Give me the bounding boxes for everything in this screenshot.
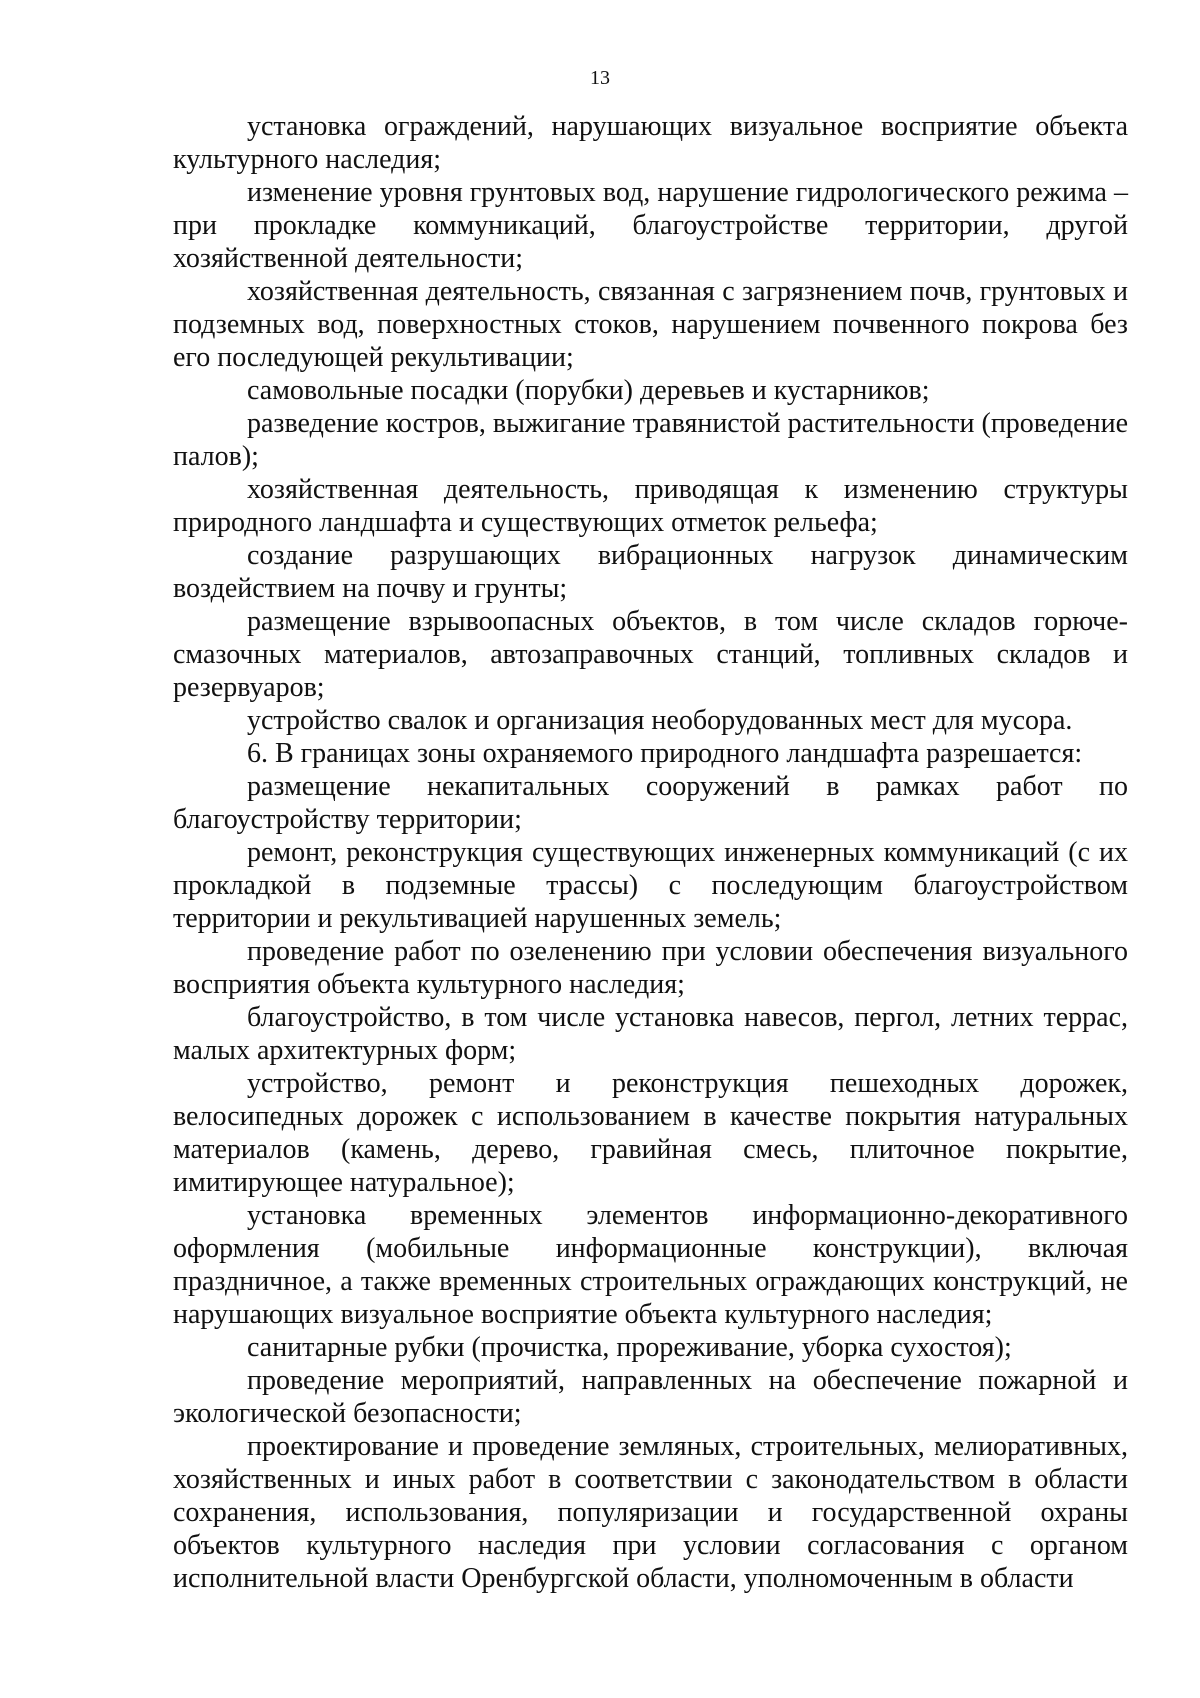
- paragraph-16: установка временных элементов информационно-декоративного оформления (мобильные информационные конструкции), включая праздничное, а также временных строительных ограждающих конструкций, не нарушающих визуальное восприятие объекта культурного наследия;: [173, 1200, 1128, 1330]
- paragraph-3: хозяйственная деятельность, связанная с загрязнением почв, грунтовых и подземных вод, поверхностных стоков, нарушением почвенного покрова без его последующей рекультивации;: [173, 276, 1128, 373]
- paragraph-13: проведение работ по озеленению при условии обеспечения визуального восприятия объекта культурного наследия;: [173, 936, 1128, 1000]
- paragraph-19: проектирование и проведение земляных, строительных, мелиоративных, хозяйственных и иных работ в соответствии с законодательством в области сохранения, использования, популяризации и государственной охраны объектов культурного наследия при условии согласования с органом исполнительной власти Оренбургской области, уполномоченным в области: [173, 1431, 1128, 1594]
- page-number: 13: [590, 67, 610, 89]
- paragraph-11: размещение некапитальных сооружений в рамках работ по благоустройству территории;: [173, 771, 1128, 835]
- paragraph-9: устройство свалок и организация необорудованных мест для мусора.: [247, 705, 1073, 736]
- paragraph-1: установка ограждений, нарушающих визуальное восприятие объекта культурного наследия;: [173, 111, 1128, 175]
- paragraph-5: разведение костров, выжигание травянистой растительности (проведение палов);: [173, 408, 1128, 472]
- paragraph-15: устройство, ремонт и реконструкция пешеходных дорожек, велосипедных дорожек с использованием в качестве покрытия натуральных материалов (камень, дерево, гравийная смесь, плиточное покрытие, имитирующее натуральное);: [173, 1068, 1128, 1198]
- paragraph-6: хозяйственная деятельность, приводящая к изменению структуры природного ландшафта и существующих отметок рельефа;: [173, 474, 1128, 538]
- document-body: [173, 110, 1128, 1595]
- paragraph-18: проведение мероприятий, направленных на обеспечение пожарной и экологической безопасности;: [173, 1365, 1128, 1429]
- paragraph-7: создание разрушающих вибрационных нагрузок динамическим воздействием на почву и грунты;: [173, 540, 1128, 604]
- section-heading-6: 6. В границах зоны охраняемого природного ландшафта разрешается:: [247, 738, 1083, 769]
- paragraph-17: санитарные рубки (прочистка, прореживание, уборка сухостоя);: [247, 1332, 1012, 1363]
- paragraph-14: благоустройство, в том числе установка навесов, пергол, летних террас, малых архитектурных форм;: [173, 1002, 1128, 1066]
- paragraph-4: самовольные посадки (порубки) деревьев и кустарников;: [247, 375, 930, 406]
- paragraph-8: размещение взрывоопасных объектов, в том числе складов горюче-смазочных материалов, автозаправочных станций, топливных складов и резервуаров;: [173, 606, 1128, 703]
- paragraph-2: изменение уровня грунтовых вод, нарушение гидрологического режима – при прокладке коммуникаций, благоустройстве территории, другой хозяйственной деятельности;: [173, 177, 1128, 274]
- paragraph-12: ремонт, реконструкция существующих инженерных коммуникаций (с их прокладкой в подземные трассы) с последующим благоустройством территории и рекультивацией нарушенных земель;: [173, 837, 1128, 934]
